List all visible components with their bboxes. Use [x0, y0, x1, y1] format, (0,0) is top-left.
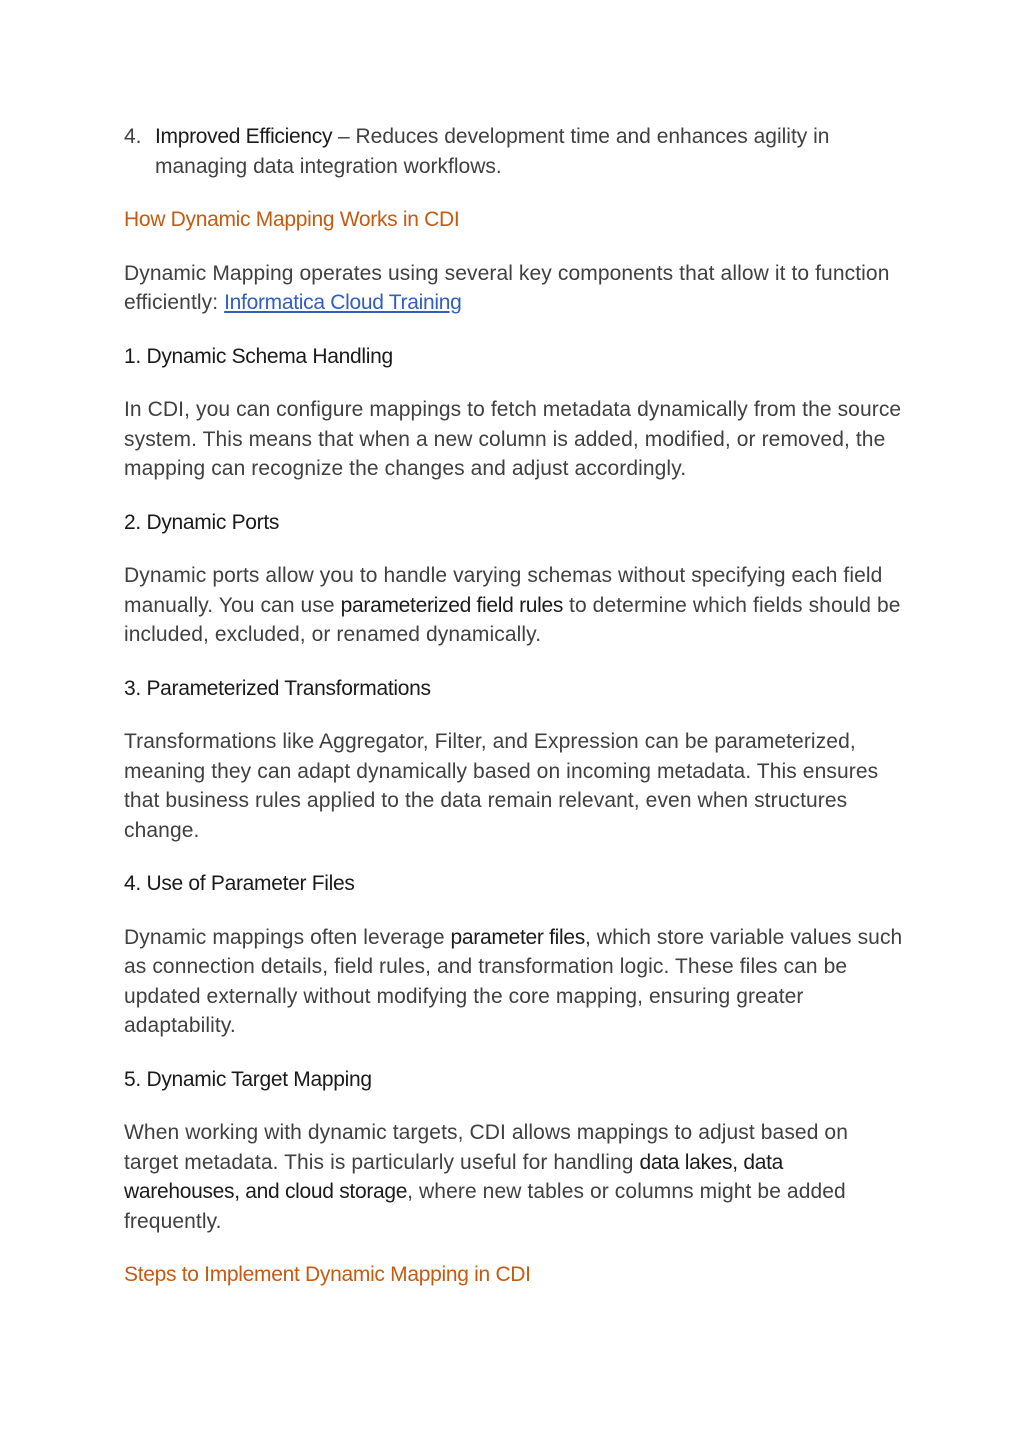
- intro-text: Dynamic Mapping operates using several key components that allow it to function efficiently:: [124, 261, 890, 314]
- component-title-schema-handling: 1. Dynamic Schema Handling: [124, 344, 393, 368]
- component-title-dynamic-ports: 2. Dynamic Ports: [124, 510, 280, 534]
- component-text-dynamic-ports: [124, 561, 904, 650]
- component-text-schema-handling: In CDI, you can configure mappings to fetch metadata dynamically from the source system. This means that when a new column is added, modified, or removed, the mapping can recognize the changes and adjust accordingly.: [124, 398, 902, 480]
- list-item-body: [155, 122, 904, 181]
- parameter-files-text-after: , which store variable values such as connection details, field rules, and transformation logic. These files can be updated externally without modifying the core mapping, ensuring greater adaptability.: [124, 925, 903, 1037]
- list-number: 4.: [124, 125, 142, 148]
- intro-paragraph: [124, 259, 904, 318]
- component-text-parameter-files: [124, 923, 904, 1041]
- dynamic-ports-text-before: Dynamic ports allow you to handle varying schemas without specifying each field manually. You can use: [124, 564, 883, 617]
- target-mapping-emphasis: data lakes, data warehouses, and cloud storage: [124, 1150, 783, 1203]
- component-text-dynamic-target-mapping: [124, 1118, 904, 1236]
- document-page: [124, 122, 904, 1314]
- list-item-term: Improved Efficiency: [155, 125, 333, 148]
- target-mapping-text-before: When working with dynamic targets, CDI allows mappings to adjust based on target metadata. This is particularly useful for handling: [124, 1121, 848, 1174]
- component-title-parameterized-transformations: 3. Parameterized Transformations: [124, 676, 431, 700]
- component-title-parameter-files: 4. Use of Parameter Files: [124, 872, 355, 895]
- component-text-parameterized-transformations: Transformations like Aggregator, Filter, and Expression can be parameterized, meaning they can adapt dynamically based on incoming metadata. This ensures that business rules applied to the data remain relevant, even when structures change.: [124, 730, 879, 842]
- component-title-dynamic-target-mapping: 5. Dynamic Target Mapping: [124, 1067, 372, 1091]
- target-mapping-text-after: , where new tables or columns might be added frequently.: [124, 1180, 846, 1233]
- list-item-improved-efficiency: [124, 122, 904, 181]
- dynamic-ports-text-after: to determine which fields should be included, excluded, or renamed dynamically.: [124, 593, 901, 646]
- section-heading-how-it-works: How Dynamic Mapping Works in CDI: [124, 208, 460, 231]
- parameter-files-text-before: Dynamic mappings often leverage: [124, 925, 451, 949]
- informatica-cloud-training-link[interactable]: Informatica Cloud Training: [224, 291, 462, 314]
- parameter-files-emphasis: parameter files: [450, 925, 585, 949]
- section-heading-steps: Steps to Implement Dynamic Mapping in CDI: [124, 1263, 531, 1286]
- list-item-text: – Reduces development time and enhances agility in managing data integration workflows.: [155, 125, 830, 178]
- dynamic-ports-emphasis: parameterized field rules: [340, 593, 564, 617]
